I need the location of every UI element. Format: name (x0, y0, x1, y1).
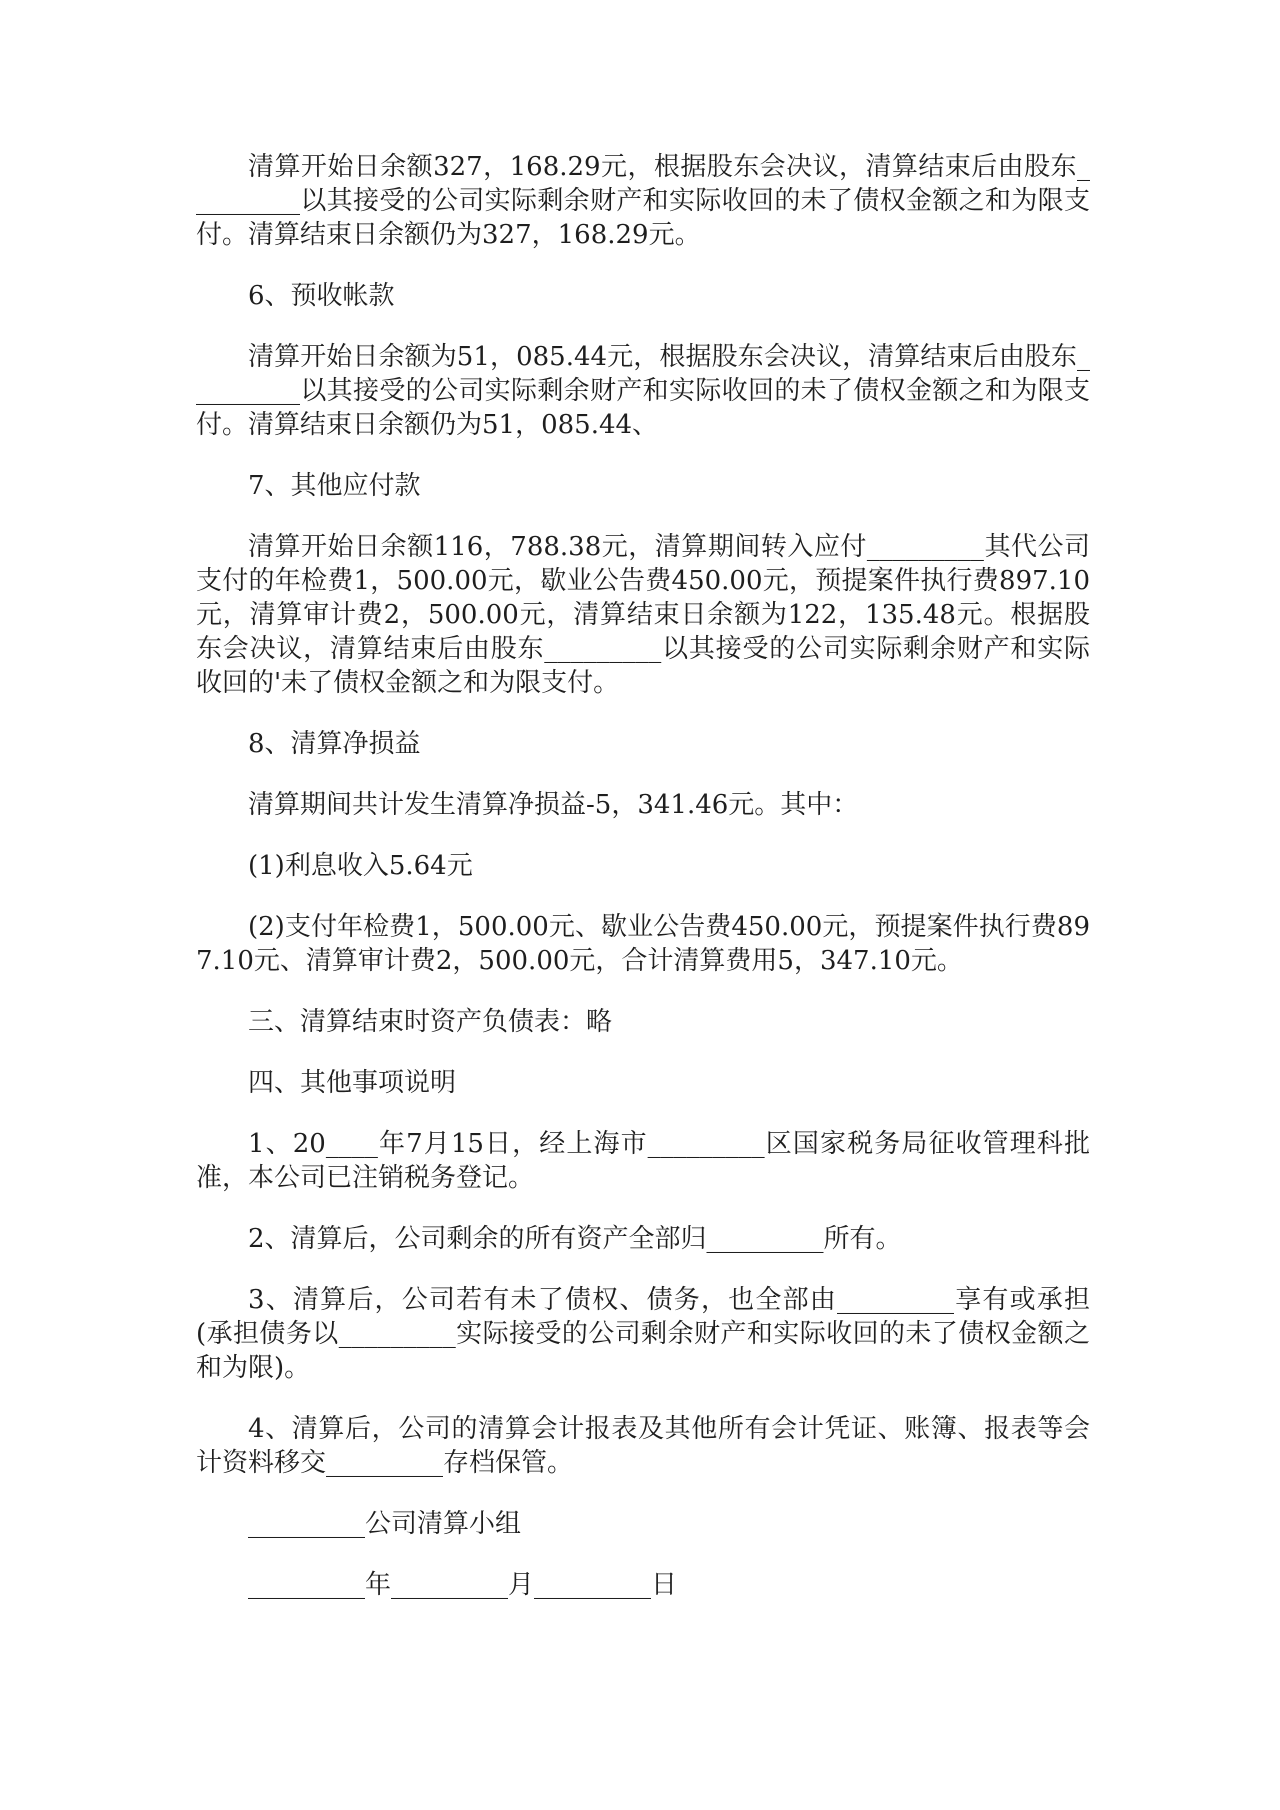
heading-net-profit-loss: 8、清算净损益 (248, 729, 421, 759)
document-body (196, 150, 1090, 1629)
paragraph-net-profit-loss: 清算期间共计发生清算净损益-5，341.46元。其中： (248, 790, 859, 820)
heading-advance-receipts: 6、预收帐款 (248, 281, 395, 311)
paragraph-tax-deregistration: 1、20____年7月15日，经上海市_________区国家税务局征收管理科批准，本公司已注销税务登记。 (196, 1129, 1090, 1193)
paragraph-balance-327: 清算开始日余额327，168.29元，根据股东会决议，清算结束后由股东_________以其接受的公司实际剩余财产和实际收回的未了债权金额之和为限支付。清算结束日余额仍为327，168.29元。 (196, 152, 1090, 250)
paragraph-remaining-assets: 2、清算后，公司剩余的所有资产全部归_________所有。 (248, 1224, 902, 1254)
paragraph-outstanding-claims: 3、清算后，公司若有未了债权、债务，也全部由_________享有或承担(承担债务以_________实际接受的公司剩余财产和实际收回的未了债权金额之和为限)。 (196, 1285, 1090, 1383)
heading-other-payables: 7、其他应付款 (248, 471, 421, 501)
paragraph-balance-51085: 清算开始日余额为51，085.44元，根据股东会决议，清算结束后由股东_________以其接受的公司实际剩余财产和实际收回的未了债权金额之和为限支付。清算结束日余额仍为51，085.44、 (196, 342, 1090, 440)
paragraph-records-transfer: 4、清算后，公司的清算会计报表及其他所有会计凭证、账簿、报表等会计资料移交_________存档保管。 (196, 1414, 1090, 1478)
paragraph-other-payables: 清算开始日余额116，788.38元，清算期间转入应付_________其代公司支付的年检费1，500.00元，歇业公告费450.00元，预提案件执行费897.10元，清算审计费2，500.00元，清算结束日余额为122，135.48元。根据股东会决议，清算结束后由股东_________以其接受的公司实际剩余财产和实际收回的'未了债权金额之和为限支付。 (196, 532, 1090, 698)
heading-balance-sheet: 三、清算结束时资产负债表：略 (248, 1007, 613, 1037)
signature-group: _________公司清算小组 (248, 1509, 522, 1539)
paragraph-interest-income: (1)利息收入5.64元 (248, 851, 473, 881)
paragraph-expenses: (2)支付年检费1，500.00元、歇业公告费450.00元，预提案件执行费897.10元、清算审计费2，500.00元，合计清算费用5，347.10元。 (196, 912, 1090, 976)
signature-date: _________年_________月_________日 (248, 1570, 678, 1600)
heading-other-matters: 四、其他事项说明 (248, 1068, 457, 1098)
